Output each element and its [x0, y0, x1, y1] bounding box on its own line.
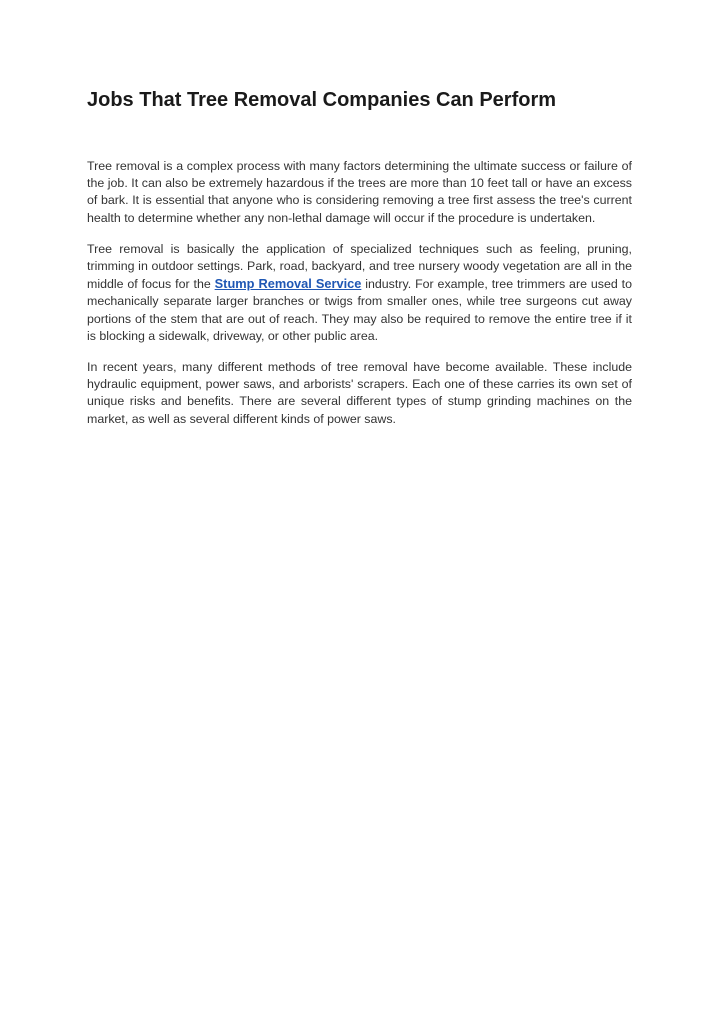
- paragraph-techniques: [87, 241, 632, 345]
- paragraph-methods: In recent years, many different methods of tree removal have become available. These include hydraulic equipment, power saws, and arborists' scrapers. Each one of these carries its own set of unique risks and benefits. There are several different types of stump grinding machines on the market, as well as several different kinds of power saws.: [87, 360, 632, 426]
- page-title: Jobs That Tree Removal Companies Can Perform: [87, 89, 557, 111]
- paragraph-intro: Tree removal is a complex process with many factors determining the ultimate success or failure of the job. It can also be extremely hazardous if the trees are more than 10 feet tall or have an excess of bark. It is essential that anyone who is considering removing a tree first assess the tree's current health to determine whether any non-lethal damage will occur if the procedure is undertaken.: [87, 159, 632, 225]
- document-content: [87, 84, 632, 428]
- stump-removal-service-link[interactable]: Stump Removal Service: [214, 276, 362, 292]
- paragraph-text-before-link: Tree removal is basically the application of specialized techniques such as feeling, pruning, trimming in outdoor settings. Park, road, backyard, and tree nursery woody vegetation are all in the middle of focus for the: [87, 241, 632, 292]
- paragraph-text-after-link: industry. For example, tree trimmers are used to mechanically separate larger branches or twigs from smaller ones, while tree surgeons cut away portions of the stem that are out of reach. They may also be required to remove the entire tree if it is blocking a sidewalk, driveway, or other public area.: [87, 277, 632, 343]
